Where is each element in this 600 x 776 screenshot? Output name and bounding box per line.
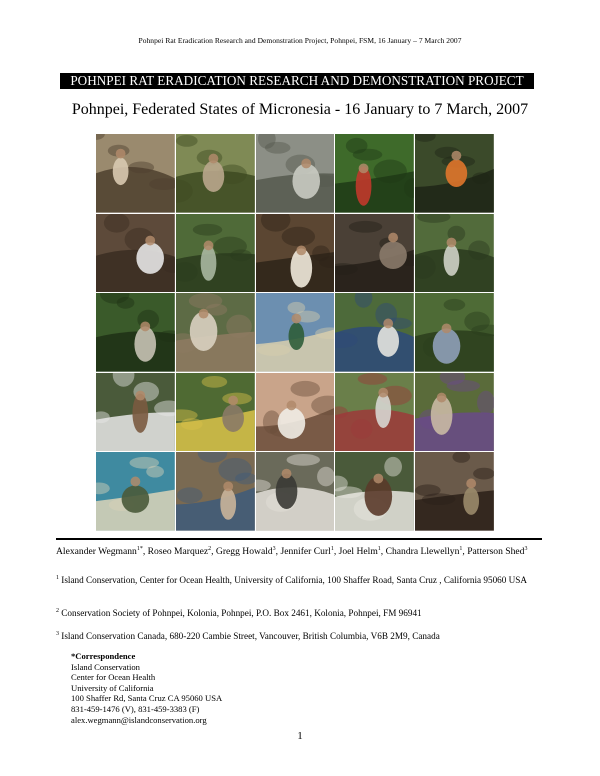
correspondence-heading: *Correspondence <box>71 651 136 661</box>
author <box>467 546 527 557</box>
author-name: Joel Helm <box>338 546 378 558</box>
correspondence-block <box>71 651 222 725</box>
author-name: Alexander Wegmann <box>56 546 137 558</box>
correspondence-line: Center for Ocean Health <box>71 672 156 683</box>
author <box>280 546 333 557</box>
photo-tree-and-person <box>96 293 175 372</box>
correspondence-line: 831-459-1476 (V), 831-459-3383 (F) <box>71 703 200 714</box>
author-name: Jennifer Curl <box>280 546 331 558</box>
photo-team-in-forest-clearing <box>415 214 494 293</box>
photo-animal-on-tree-trunk <box>415 452 494 531</box>
author-name: Chandra Llewellyn <box>385 546 460 558</box>
author-affiliation-mark: 3 <box>272 546 276 552</box>
affiliation-text: Island Conservation, Center for Ocean Health, University of California, 100 Shaffer Road, Santa Cruz , California 95060 USA <box>61 575 528 586</box>
author-name: Patterson Shed <box>467 546 525 558</box>
photo-person-red-cap-in-foliage <box>335 134 414 213</box>
correspondence-line: Island Conservation <box>71 661 140 672</box>
document-subtitle: Pohnpei, Federated States of Micronesia - 16 January to 7 March, 2007 <box>71 101 529 118</box>
author-name: Roseo Marquez <box>147 546 209 558</box>
author <box>386 546 463 557</box>
page-number: 1 <box>297 730 303 742</box>
photo-hands-holding-rat <box>256 373 335 452</box>
photo-field-workers-with-equipment <box>96 134 175 213</box>
photo-two-people-standing <box>415 373 494 452</box>
affiliation-2 <box>56 605 546 619</box>
author <box>216 546 276 557</box>
photo-orange-flowers-foliage <box>415 134 494 213</box>
photo-team-in-white-suits <box>96 373 175 452</box>
photo-beach-with-person <box>256 293 335 372</box>
affiliation-number: 3 <box>56 631 59 637</box>
author-list: Alexander Wegmann$^{1*}$, Roseo Marquez$^2$, Gregg Howald$^3$, Jennifer Curl$^1$, Joel Helm$^1$, Chandra Llewellyn$^1$, Patterson Shed$^3$ <box>56 546 528 558</box>
photo-group-at-table <box>176 373 255 452</box>
photo-collage <box>96 134 494 531</box>
photo-community-gathering <box>335 452 414 531</box>
photo-two-men-in-forest <box>415 293 494 372</box>
affiliation-number: 1 <box>56 575 59 581</box>
photo-bait-station-close-up <box>256 214 335 293</box>
correspondence-email[interactable]: alex.wegmann@islandconservation.org <box>71 714 207 725</box>
photo-person-with-binoculars <box>335 293 414 372</box>
affiliation-3 <box>56 628 546 642</box>
running-header: Pohnpei Rat Eradication Research and Demonstration Project, Pohnpei, FSM, 16 January – 7 March 2007 <box>138 36 462 45</box>
photo-people-meeting <box>256 452 335 531</box>
photo-white-bait-station-on-tree <box>96 214 175 293</box>
author-affiliation-mark: 1 <box>459 546 463 552</box>
author <box>56 546 143 557</box>
document-title: POHNPEI RAT ERADICATION RESEARCH AND DEMONSTRATION PROJECT <box>60 73 534 89</box>
correspondence-line: University of California <box>71 682 154 693</box>
horizontal-rule <box>56 538 542 540</box>
affiliation-text: Conservation Society of Pohnpei, Kolonia, Pohnpei, P.O. Box 2461, Kolonia, Pohnpei, FM 96941 <box>61 608 422 619</box>
correspondence-line: 100 Shaffer Rd, Santa Cruz CA 95060 USA <box>71 693 223 704</box>
photo-person-hiking-in-forest <box>176 214 255 293</box>
author-name: Gregg Howald <box>215 546 273 558</box>
author-affiliation-mark: 3 <box>524 546 528 552</box>
affiliation-text: Island Conservation Canada, 680-220 Cambie Street, Vancouver, British Columbia, V6B 2M9, Canada <box>61 631 440 642</box>
photo-people-by-water <box>96 452 175 531</box>
photo-crowd-outdoors <box>335 373 414 452</box>
author <box>148 546 211 557</box>
photo-wire-cage-traps <box>256 134 335 213</box>
affiliation-1 <box>56 572 546 586</box>
photo-group-near-building <box>176 293 255 372</box>
affiliation-number: 2 <box>56 608 59 614</box>
photo-person-in-forest <box>176 134 255 213</box>
author-affiliation-mark: 1* <box>136 546 143 552</box>
author-affiliation-mark: 1 <box>330 546 334 552</box>
author-affiliation-mark: 1 <box>377 546 381 552</box>
author-affiliation-mark: 2 <box>208 546 212 552</box>
photo-group-seated-outdoors <box>176 452 255 531</box>
author <box>339 546 381 557</box>
photo-rat-on-branch <box>335 214 414 293</box>
